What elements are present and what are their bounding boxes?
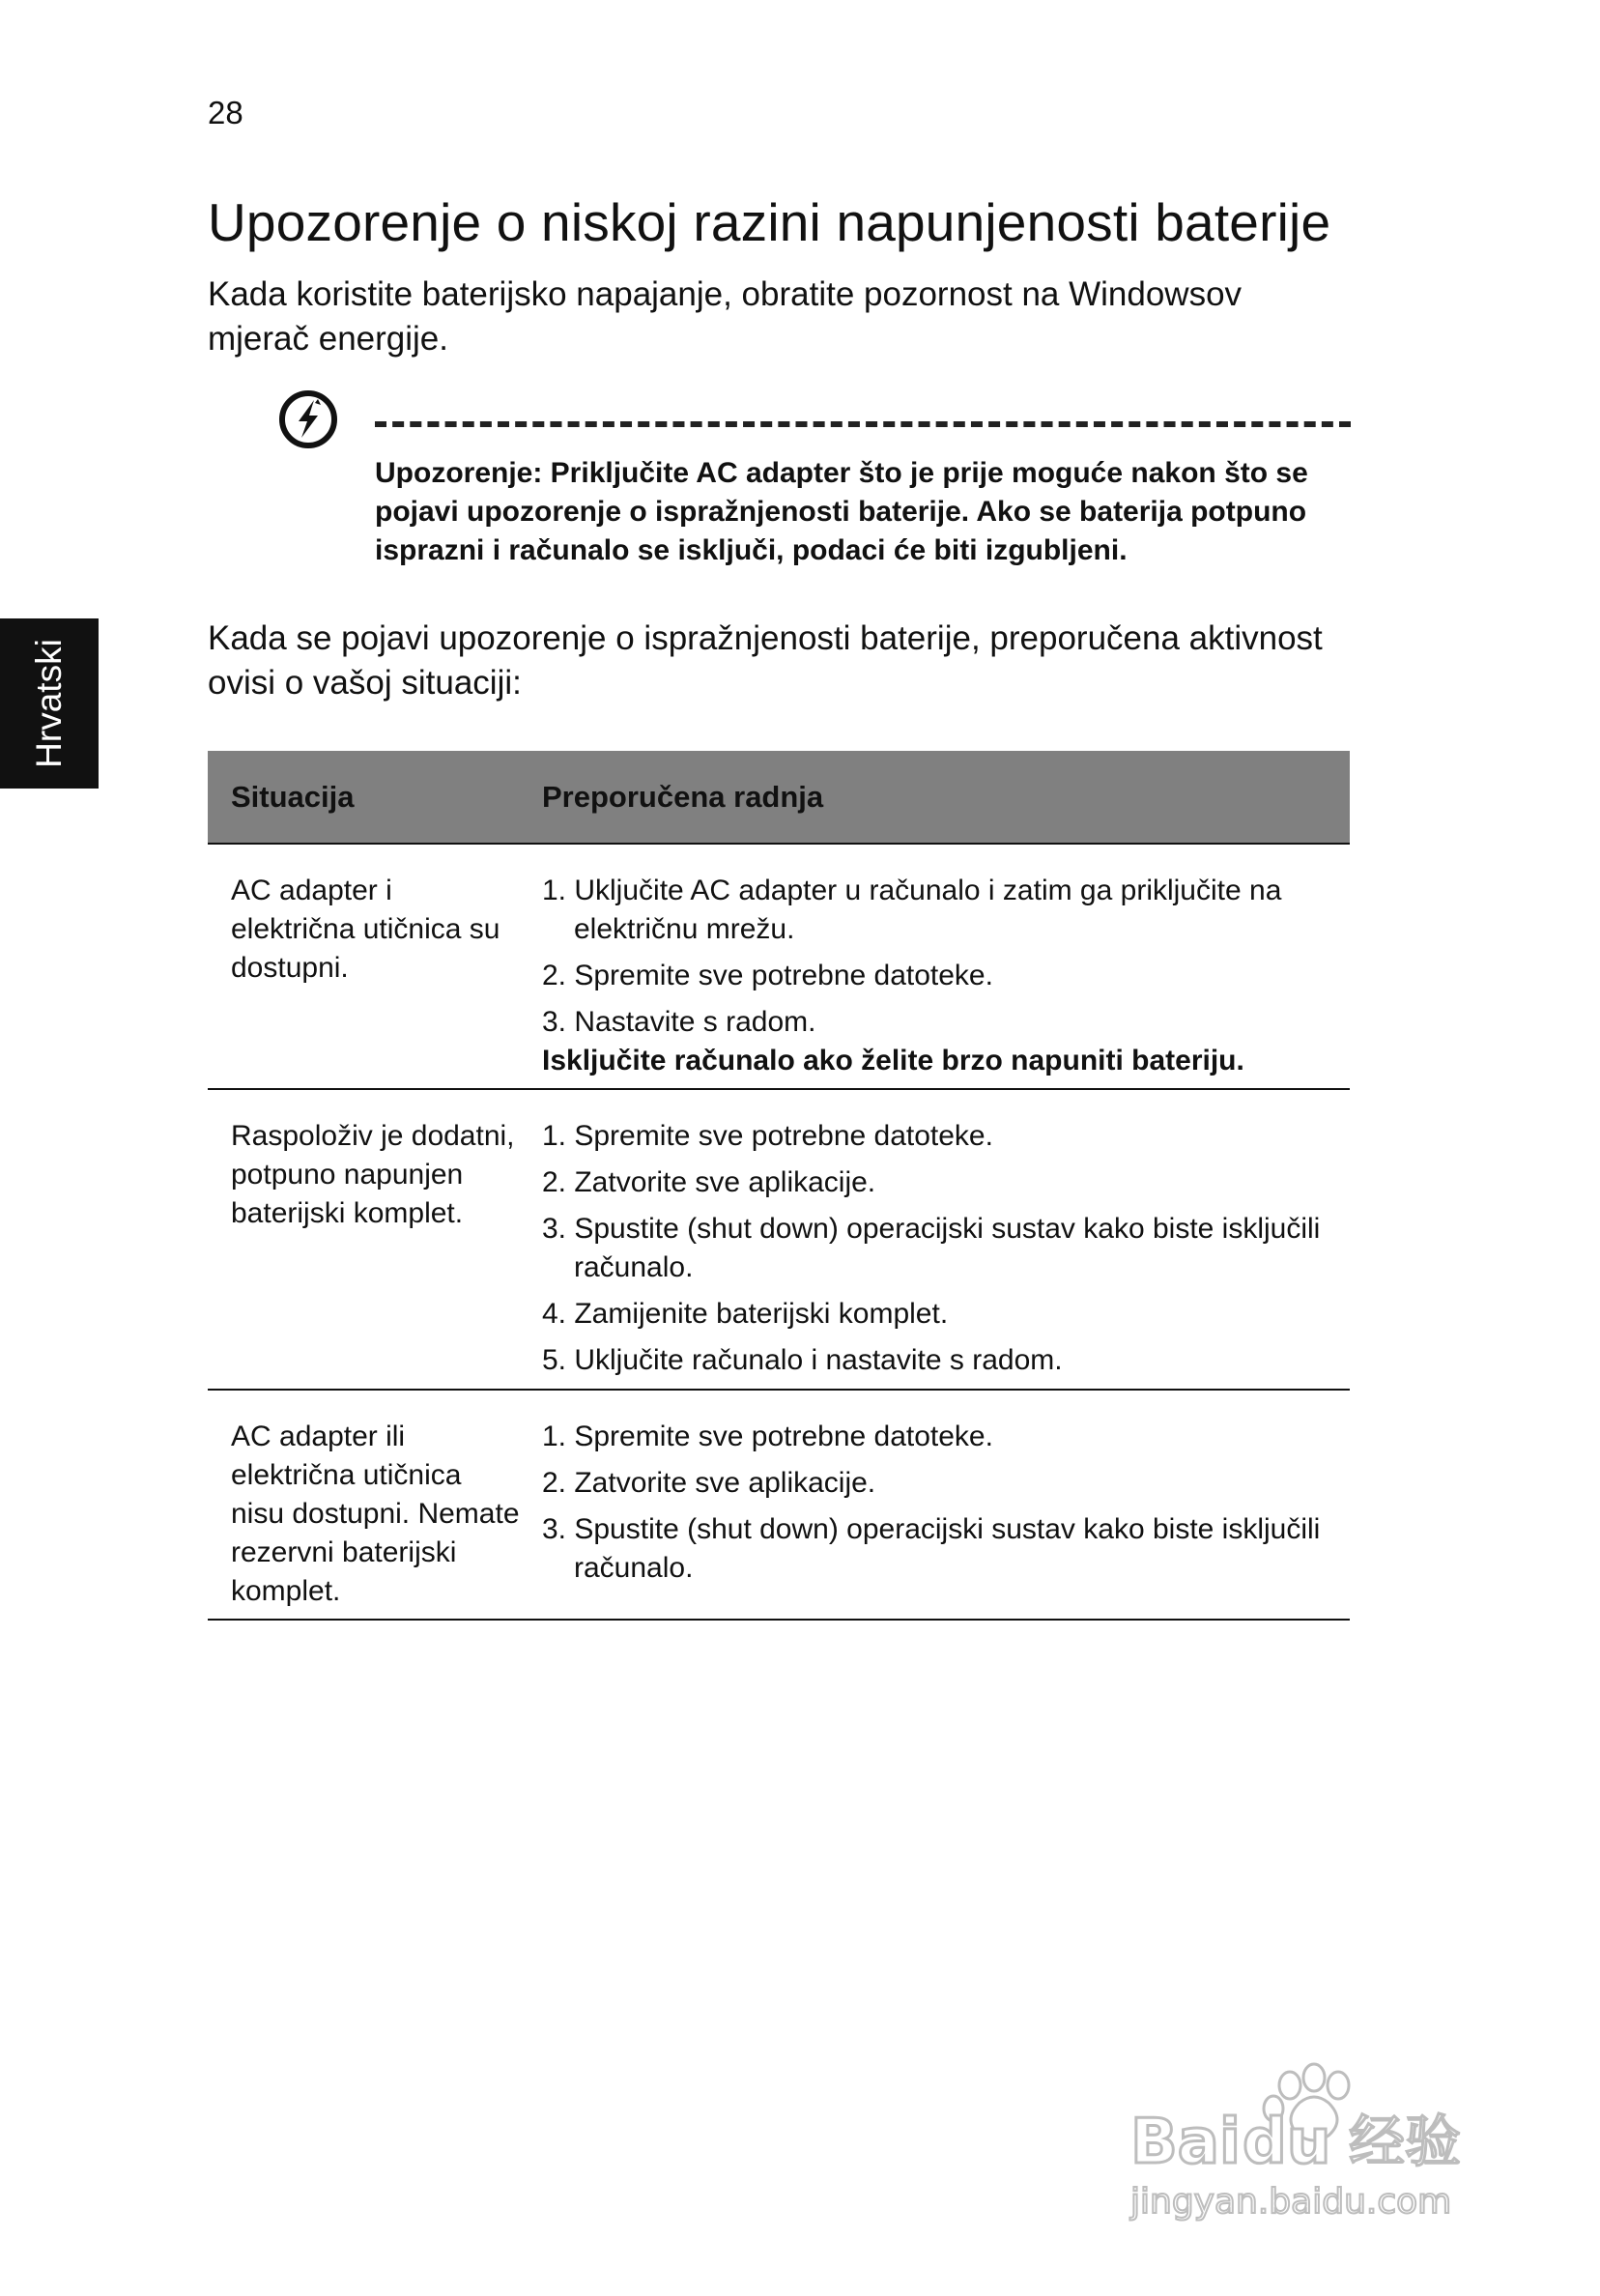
action-cell xyxy=(542,872,1344,1088)
list-item: 2. Zatvorite sve aplikacije. xyxy=(542,1467,876,1499)
action-cell xyxy=(542,1117,1344,1388)
table-row xyxy=(208,1090,1350,1391)
warning-divider xyxy=(375,421,1351,427)
svg-text:Bai: Bai xyxy=(1130,2107,1241,2178)
svg-text:du: du xyxy=(1243,2107,1331,2178)
table-row xyxy=(208,1391,1350,1621)
list-item: 2. Zatvorite sve aplikacije. xyxy=(542,1166,876,1198)
action-cell xyxy=(542,1418,1344,1595)
warning-bolt-icon xyxy=(278,389,338,449)
header-action: Preporučena radnja xyxy=(542,779,824,814)
situation-cell: AC adapter ili električna utičnica nisu dostupni. Nemate rezervni baterijski komplet. xyxy=(231,1421,520,1607)
list-item: 2. Spremite sve potrebne datoteke. xyxy=(542,960,993,991)
list-item: 3. Spustite (shut down) operacijski sustav kako biste isključili računalo. xyxy=(542,1513,1321,1584)
action-note: Isključite računalo ako želite brzo napuniti bateriju. xyxy=(542,1045,1244,1076)
situation-cell: AC adapter i električna utičnica su dostupni. xyxy=(231,875,500,984)
svg-text:经验: 经验 xyxy=(1349,2109,1462,2174)
list-item: 3. Spustite (shut down) operacijski sustav kako biste isključili računalo. xyxy=(542,1213,1321,1283)
recommendation-table xyxy=(208,751,1350,1621)
table-header xyxy=(208,751,1350,845)
svg-text:jingyan.baidu.com: jingyan.baidu.com xyxy=(1130,2182,1452,2222)
list-item: 4. Zamijenite baterijski komplet. xyxy=(542,1298,949,1330)
baidu-watermark-logo xyxy=(1121,2039,1507,2223)
table-row xyxy=(208,845,1350,1090)
language-side-tab xyxy=(0,618,99,789)
language-label: Hrvatski xyxy=(29,639,69,768)
list-item: 1. Spremite sve potrebne datoteke. xyxy=(542,1120,993,1152)
situation-paragraph: Kada se pojavi upozorenje o ispražnjenosti baterije, preporučena aktivnost ovisi o vašoj situaciji: xyxy=(208,619,1323,702)
list-item: 1. Spremite sve potrebne datoteke. xyxy=(542,1421,993,1452)
page-title: Upozorenje o niskoj razini napunjenosti baterije xyxy=(208,192,1331,252)
page-number: 28 xyxy=(208,95,243,130)
list-item: 5. Uključite računalo i nastavite s radom. xyxy=(542,1344,1063,1376)
warning-text: Upozorenje: Priključite AC adapter što je prije moguće nakon što se pojavi upozorenje o ispražnjenosti baterije. Ako se baterija potpuno isprazni i računalo se isključi, podaci će biti izgubljeni. xyxy=(375,457,1308,566)
list-item: 1. Uključite AC adapter u računalo i zatim ga priključite na električnu mrežu. xyxy=(542,875,1282,945)
header-situation: Situacija xyxy=(231,779,355,814)
situation-cell: Raspoloživ je dodatni, potpuno napunjen baterijski komplet. xyxy=(231,1120,515,1229)
intro-paragraph: Kada koristite baterijsko napajanje, obratite pozornost na Windowsov mjerač energije. xyxy=(208,275,1243,358)
list-item: 3. Nastavite s radom. xyxy=(542,1006,816,1038)
